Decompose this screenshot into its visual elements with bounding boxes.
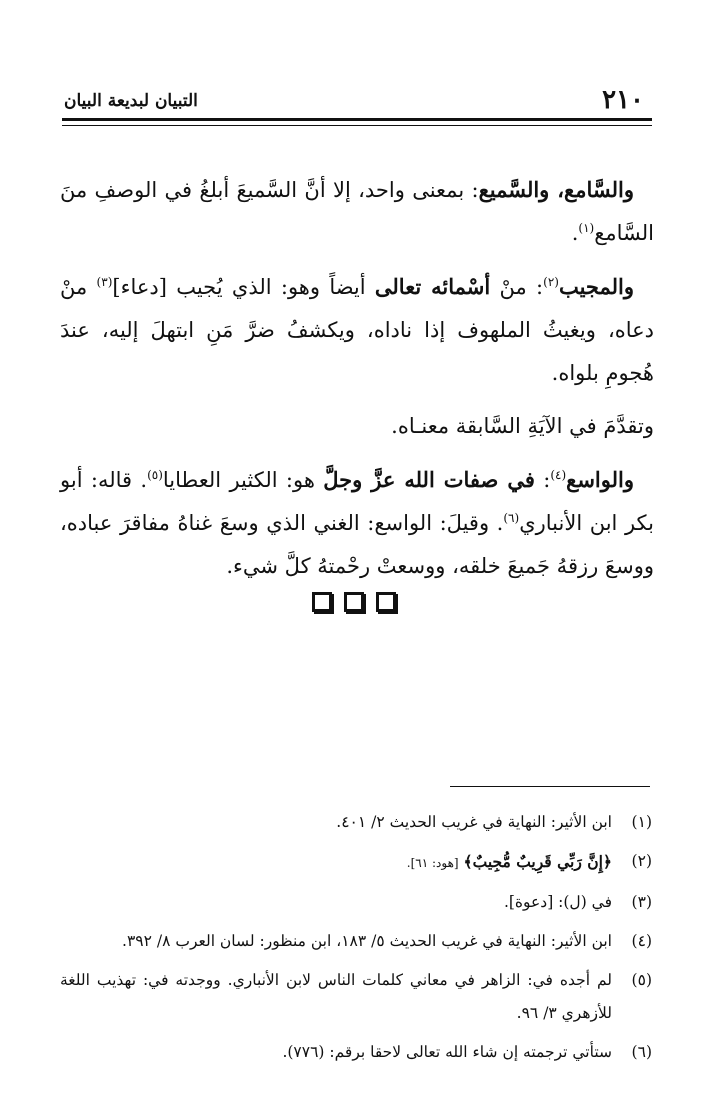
square-ornament-icon [344,592,364,612]
footnote-ref-4[interactable]: (٤) [550,468,567,482]
footnote-separator [450,786,650,787]
footnote-ref-1[interactable]: (١) [578,221,595,235]
square-ornament-icon [376,592,396,612]
header-rule-thin [62,125,652,126]
footnote-ref-6[interactable]: (٦) [503,511,520,525]
footnote-text: ابن الأثير: النهاية في غريب الحديث ٢/ ٤٠١. [336,813,612,831]
quran-verse: ﴿إِنَّ رَبِّي قَرِيبٌ مُّجِيبٌ﴾ [463,852,612,871]
bold-phrase: أسْمائه تعالى [374,274,491,299]
term-mujib: والمجيب [558,274,634,299]
text-segment: : بمعنى واحد، إلا أنَّ السَّميعَ أبلغُ في الوصفِ منَ السَّامع [60,178,654,245]
verse-reference: [هود: ٦١]. [406,856,459,870]
paragraph-note [60,405,654,448]
footnote-number: (١) [631,813,652,831]
paragraph-mujib [60,265,654,395]
footnote-item [60,886,652,919]
paragraph-wasi [60,458,654,588]
footnote-text: لم أجده في: الزاهر في معاني كلمات الناس لابن الأنباري. ووجدته في: تهذيب اللغة للأزهري ٣/ ٩٦. [60,971,612,1022]
term-wasi: والواسع [566,467,634,492]
footnote-text: ابن الأثير: النهاية في غريب الحديث ٥/ ١٨٣، ابن منظور: لسان العرب ٨/ ٣٩٢. [122,932,612,950]
footnote-number: (٥) [631,971,652,989]
footnote-ref-2[interactable]: (٢) [543,275,559,289]
term-sami: والسَّامع، والسَّميع [478,177,634,202]
bold-phrase: في صفات الله عزَّ وجلَّ [323,467,535,492]
footnote-number: (٣) [631,893,652,911]
paragraph-sami [60,168,654,255]
footnote-text: ستأتي ترجمته إن شاء الله تعالى لاحقا برقم: (٧٧٦). [282,1043,612,1061]
square-ornament-icon [312,592,332,612]
page-number: ٢١٠ [602,85,644,115]
text-segment: . [571,221,579,245]
footnote-text: في (ل): [دعوة]. [503,893,612,911]
footnotes [60,806,652,1075]
header-rule-thick [62,118,652,121]
text-segment: هو: الكثير العطايا [162,468,324,492]
running-title: التبيان لبديعة البيان [64,91,198,111]
text-segment: : منْ [490,275,544,299]
text-segment: . قاله: أبو بكر ابن الأنباري [60,468,654,535]
footnote-number: (٤) [631,932,652,950]
footnote-number: (٦) [631,1043,652,1061]
footnote-ref-3[interactable]: (٣) [96,275,113,289]
footnote-text [60,845,612,880]
footnote-item [60,964,652,1030]
text-segment: : [534,468,551,492]
section-end-marks [0,592,708,616]
text-segment: أيضاً وهو: الذي يُجيب [دعاء] [112,275,375,299]
text-segment: . وقيلَ: الواسع: الغني الذي وسعَ غناهُ مفاقرَ عباده، ووسعَ رزقهُ جَميعَ خلقه، ووسعتْ رحْمتهُ كلَّ شيء. [60,511,654,578]
text-segment: منْ دعاه، ويغيثُ الملهوف إذا ناداه، ويكشفُ ضرَّ مَنِ ابتهلَ إليه، عندَ هُجومِ بلواه. [60,275,654,385]
footnote-item [60,1036,652,1069]
footnote-ref-5[interactable]: (٥) [147,468,163,482]
footnote-item [60,925,652,958]
main-text [60,168,654,598]
footnote-item [60,845,652,880]
footnote-item [60,806,652,839]
page-header [58,84,652,116]
footnote-number: (٢) [631,852,652,870]
text-segment: وتقدَّمَ في الآيَةِ السَّابقة معنـاه. [391,414,654,438]
